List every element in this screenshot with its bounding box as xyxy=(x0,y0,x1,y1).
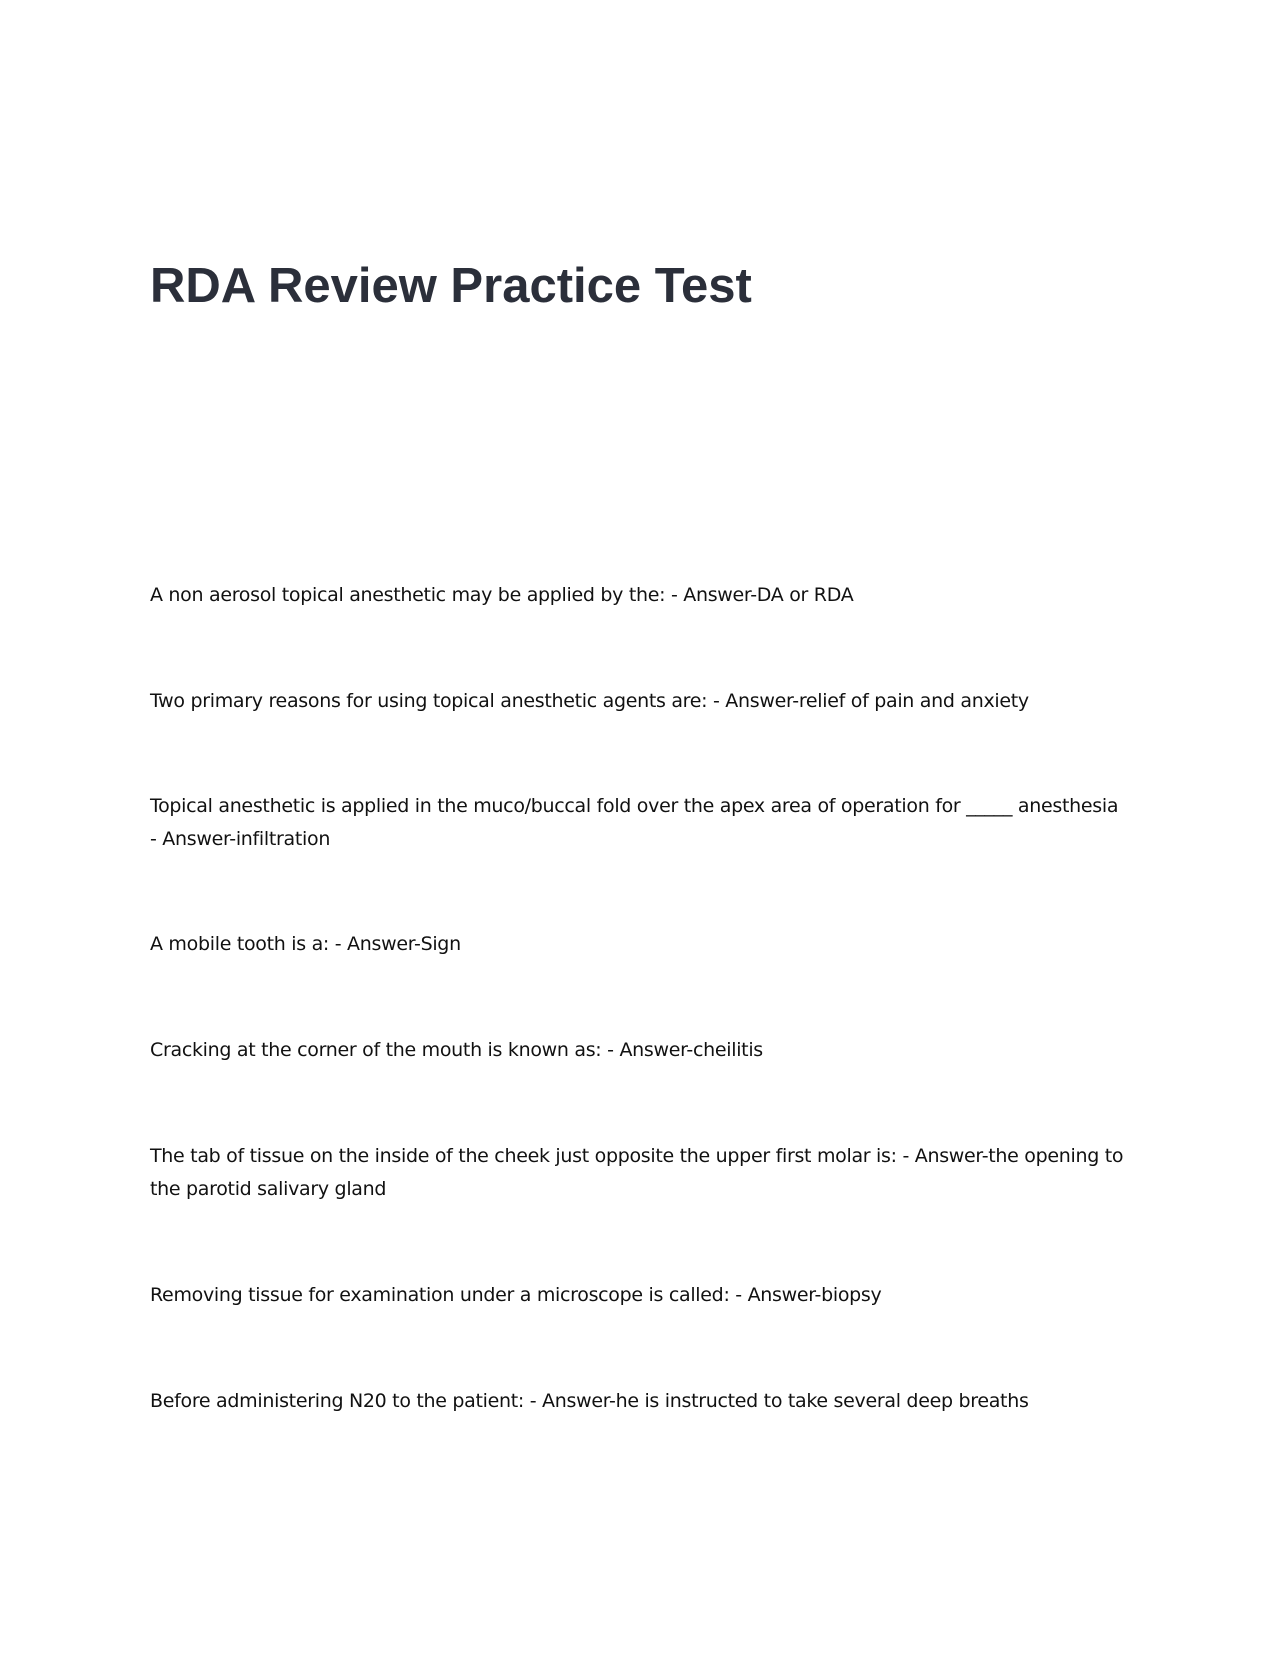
question-item: The tab of tissue on the inside of the cheek just opposite the upper first molar is: - Answer-the opening to the parotid salivary gland xyxy=(150,1145,1124,1200)
question-item: Removing tissue for examination under a microscope is called: - Answer-biopsy xyxy=(150,1284,882,1306)
question-item: Before administering N20 to the patient: - Answer-he is instructed to take several deep breaths xyxy=(150,1390,1029,1412)
question-item: A mobile tooth is a: - Answer-Sign xyxy=(150,933,461,955)
question-item: Cracking at the corner of the mouth is known as: - Answer-cheilitis xyxy=(150,1039,763,1061)
question-item: A non aerosol topical anesthetic may be applied by the: - Answer-DA or RDA xyxy=(150,584,854,606)
page-title: RDA Review Practice Test xyxy=(150,259,752,313)
question-item: Two primary reasons for using topical anesthetic agents are: - Answer-relief of pain and anxiety xyxy=(150,690,1029,712)
question-item: Topical anesthetic is applied in the muco/buccal fold over the apex area of operation for _____ anesthesia - Answer-infiltration xyxy=(150,795,1119,850)
